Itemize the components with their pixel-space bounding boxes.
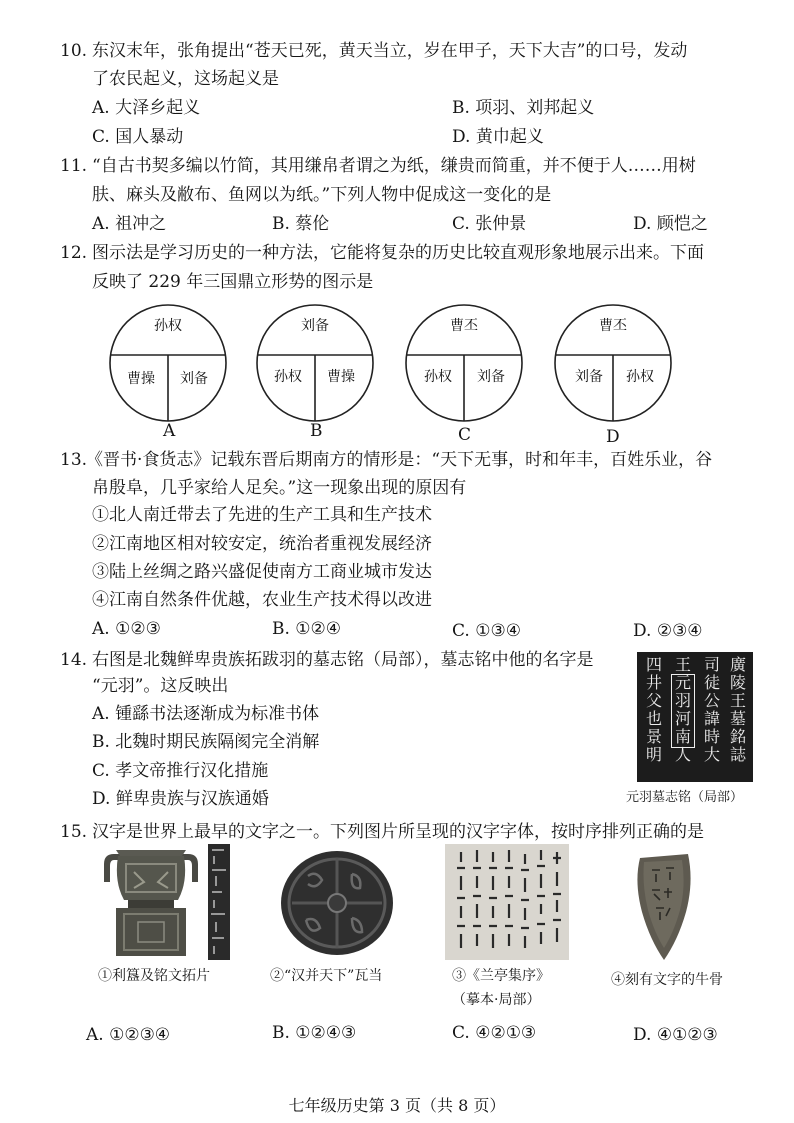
q13-option-d: D. ②③④: [633, 621, 703, 641]
q12-number: 12.: [60, 243, 88, 263]
q13-item-4: ④江南自然条件优越，农业生产技术得以改进: [92, 590, 432, 610]
epitaph-column-2: 司徒公諱時大: [703, 655, 720, 764]
q12-c-top: 曹丕: [450, 318, 478, 334]
q13-stem-line2: 帛殷阜，几乎家给人足矣。”这一现象出现的原因有: [92, 478, 467, 498]
epitaph-rubbing-image: [637, 652, 753, 782]
q13-number: 13.: [60, 450, 88, 470]
q13-option-b: B. ①②④: [272, 619, 342, 639]
epitaph-column-3: 王元羽河南人: [674, 655, 691, 764]
q12-b-left: 孙权: [274, 369, 302, 385]
q12-c-letter: C: [458, 425, 472, 445]
q14-option-d: D. 鲜卑贵族与汉族通婚: [92, 789, 269, 809]
q13-option-c: C. ①③④: [452, 621, 521, 641]
q15-option-d: D. ④①②③: [633, 1025, 718, 1045]
q15-caption-2: ②“汉并天下”瓦当: [270, 968, 383, 984]
han-tile-end-image: [278, 848, 396, 958]
q13-stem-line1: 《晋书·食货志》记载东晋后期南方的情形是：“天下无事，时和年丰，百姓乐业，谷: [86, 450, 713, 470]
q12-c-right: 刘备: [477, 369, 505, 385]
q11-stem-line1: “自古书契多编以竹简，其用缣帛者谓之为纸，缣贵而简重，并不便于人……用树: [92, 156, 696, 176]
q10-option-b: B. 项羽、刘邦起义: [452, 98, 595, 118]
q13-item-2: ②江南地区相对较安定，统治者重视发展经济: [92, 534, 432, 554]
q12-a-right: 刘备: [180, 371, 208, 387]
q12-d-left: 刘备: [575, 369, 603, 385]
q11-option-d: D. 顾恺之: [633, 214, 708, 234]
q12-d-top: 曹丕: [599, 318, 627, 334]
q12-stem-line1: 图示法是学习历史的一种方法，它能将复杂的历史比较直观形象地展示出来。下面: [92, 243, 704, 263]
li-gui-bronze-image: [98, 842, 238, 962]
q11-option-b: B. 蔡伦: [272, 214, 330, 234]
q11-option-a: A. 祖冲之: [92, 214, 167, 234]
q12-b-top: 刘备: [301, 318, 329, 334]
q10-option-c: C. 国人暴动: [92, 127, 184, 147]
name-highlight-box: [671, 674, 695, 748]
q14-option-a: A. 锺繇书法逐渐成为标准书体: [92, 704, 320, 724]
q10-stem-line2: 了农民起义，这场起义是: [92, 69, 279, 89]
q14-figure-caption: 元羽墓志铭（局部）: [626, 790, 744, 805]
q15-option-a: A. ①②③④: [86, 1025, 171, 1045]
q15-option-b: B. ①②④③: [272, 1023, 357, 1043]
q15-caption-3: ③《兰亭集序》: [452, 968, 550, 984]
q14-number: 14.: [60, 650, 88, 670]
q12-b-right: 曹操: [327, 369, 355, 385]
q14-stem-line1: 右图是北魏鲜卑贵族拓跋羽的墓志铭（局部），墓志铭中他的名字是: [92, 650, 594, 670]
q12-a-left: 曹操: [127, 371, 155, 387]
q14-option-b: B. 北魏时期民族隔阂完全消解: [92, 732, 320, 752]
q12-b-letter: B: [310, 421, 323, 441]
q13-item-1: ①北人南迁带去了先进的生产工具和生产技术: [92, 505, 432, 525]
q12-d-right: 孙权: [626, 369, 654, 385]
q11-number: 11.: [60, 156, 88, 176]
q15-caption-4: ④刻有文字的牛骨: [611, 972, 723, 988]
q12-c-left: 孙权: [424, 369, 452, 385]
q11-option-c: C. 张仲景: [452, 214, 527, 234]
q14-stem-line2: “元羽”。这反映出: [92, 676, 229, 696]
q12-stem-line2: 反映了 229 年三国鼎立形势的图示是: [92, 272, 374, 292]
q13-option-a: A. ①②③: [92, 619, 161, 639]
q10-stem-line1: 东汉末年，张角提出“苍天已死，黄天当立，岁在甲子，天下大吉”的口号，发动: [92, 41, 688, 61]
q12-d-letter: D: [606, 427, 620, 447]
epitaph-column-1: 廣陵王墓銘誌: [729, 655, 746, 764]
q15-caption-1: ①利簋及铭文拓片: [98, 968, 210, 984]
q10-option-a: A. 大泽乡起义: [92, 98, 201, 118]
q12-a-letter: A: [163, 421, 176, 441]
q15-stem-line1: 汉字是世界上最早的文字之一。下列图片所呈现的汉字字体，按时序排列正确的是: [92, 822, 704, 842]
page-footer: 七年级历史第 3 页（共 8 页）: [288, 1096, 506, 1115]
q12-a-top: 孙权: [154, 318, 182, 334]
oracle-bone-image: [630, 852, 698, 962]
q15-number: 15.: [60, 822, 88, 842]
epitaph-column-4: 四井父也景明: [645, 655, 662, 764]
lanting-calligraphy-image: [445, 844, 569, 960]
q15-caption-3-sub: （摹本·局部）: [452, 992, 541, 1008]
q14-option-c: C. 孝文帝推行汉化措施: [92, 761, 269, 781]
q11-stem-line2: 肤、麻头及敝布、鱼网以为纸。”下列人物中促成这一变化的是: [92, 185, 552, 205]
q10-number: 10.: [60, 41, 88, 61]
q13-item-3: ③陆上丝绸之路兴盛促使南方工商业城市发达: [92, 562, 432, 582]
q15-option-c: C. ④②①③: [452, 1023, 537, 1043]
q10-option-d: D. 黄巾起义: [452, 127, 544, 147]
